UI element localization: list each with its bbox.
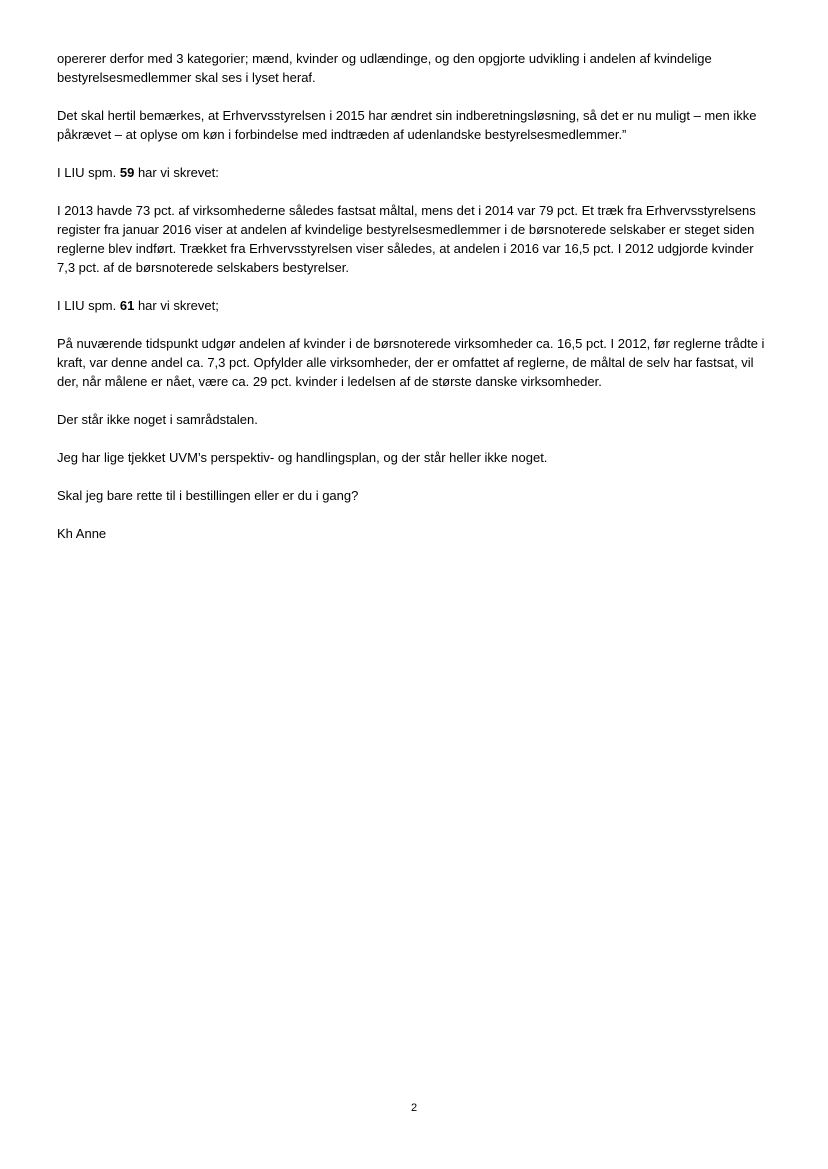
paragraph-liu-59-text: I 2013 havde 73 pct. af virksomhederne således fastsat måltal, mens det i 2014 var 79 pct. Et træk fra Erhvervsstyrelsens register fra januar 2016 viser at andelen af kvindelige bestyrelsesmedlemmer i de børsnoterede selskaber er steget siden reglerne blev indført. Trækket fra Erhvervsstyrelsen viser således, at andelen i 2016 var 16,5 pct. I 2012 udgjorde kvinder 7,3 pct. af de børsnoterede selskabers bestyrelser. bbox=[57, 203, 756, 275]
liu-59-number: 59 bbox=[119, 165, 135, 180]
document-body bbox=[57, 49, 773, 562]
paragraph-question: Skal jeg bare rette til i bestillingen eller er du i gang? bbox=[57, 488, 359, 503]
liu-61-number: 61 bbox=[119, 298, 135, 313]
paragraph-liu-61-intro bbox=[57, 296, 773, 315]
liu-61-suffix: har vi skrevet; bbox=[134, 298, 219, 313]
paragraph-liu-61-text: På nuværende tidspunkt udgør andelen af kvinder i de børsnoterede virksomheder ca. 16,5 pct. I 2012, før reglerne trådte i kraft, var denne andel ca. 7,3 pct. Opfylder alle virksomheder, der er omfattet af reglerne, de måltal de selv har fastsat, vil der, når målene er nået, være ca. 29 pct. kvinder i ledelsen af de største danske virksomheder. bbox=[57, 336, 765, 389]
paragraph-liu-59-intro bbox=[57, 163, 773, 182]
paragraph-signature: Kh Anne bbox=[57, 526, 107, 541]
paragraph-uvm-plan: Jeg har lige tjekket UVM’s perspektiv- og handlingsplan, og der står heller ikke noget. bbox=[57, 450, 548, 465]
page-number: 2 bbox=[410, 1102, 418, 1114]
liu-59-suffix: har vi skrevet: bbox=[134, 165, 219, 180]
paragraph-samraadstalen: Der står ikke noget i samrådstalen. bbox=[57, 412, 258, 427]
liu-59-prefix: I LIU spm. bbox=[57, 165, 120, 180]
liu-61-prefix: I LIU spm. bbox=[57, 298, 120, 313]
paragraph-categories: opererer derfor med 3 kategorier; mænd, kvinder og udlændinge, og den opgjorte udvikling i andelen af kvindelige bestyrelsesmedlemmer skal ses i lyset heraf. bbox=[57, 51, 712, 85]
paragraph-erhvervsstyrelsen-note: Det skal hertil bemærkes, at Erhvervsstyrelsen i 2015 har ændret sin indberetningsløsning, så det er nu muligt – men ikke påkrævet – at oplyse om køn i forbindelse med indtræden af udenlandske bestyrelsesmedlemmer.” bbox=[57, 108, 757, 142]
